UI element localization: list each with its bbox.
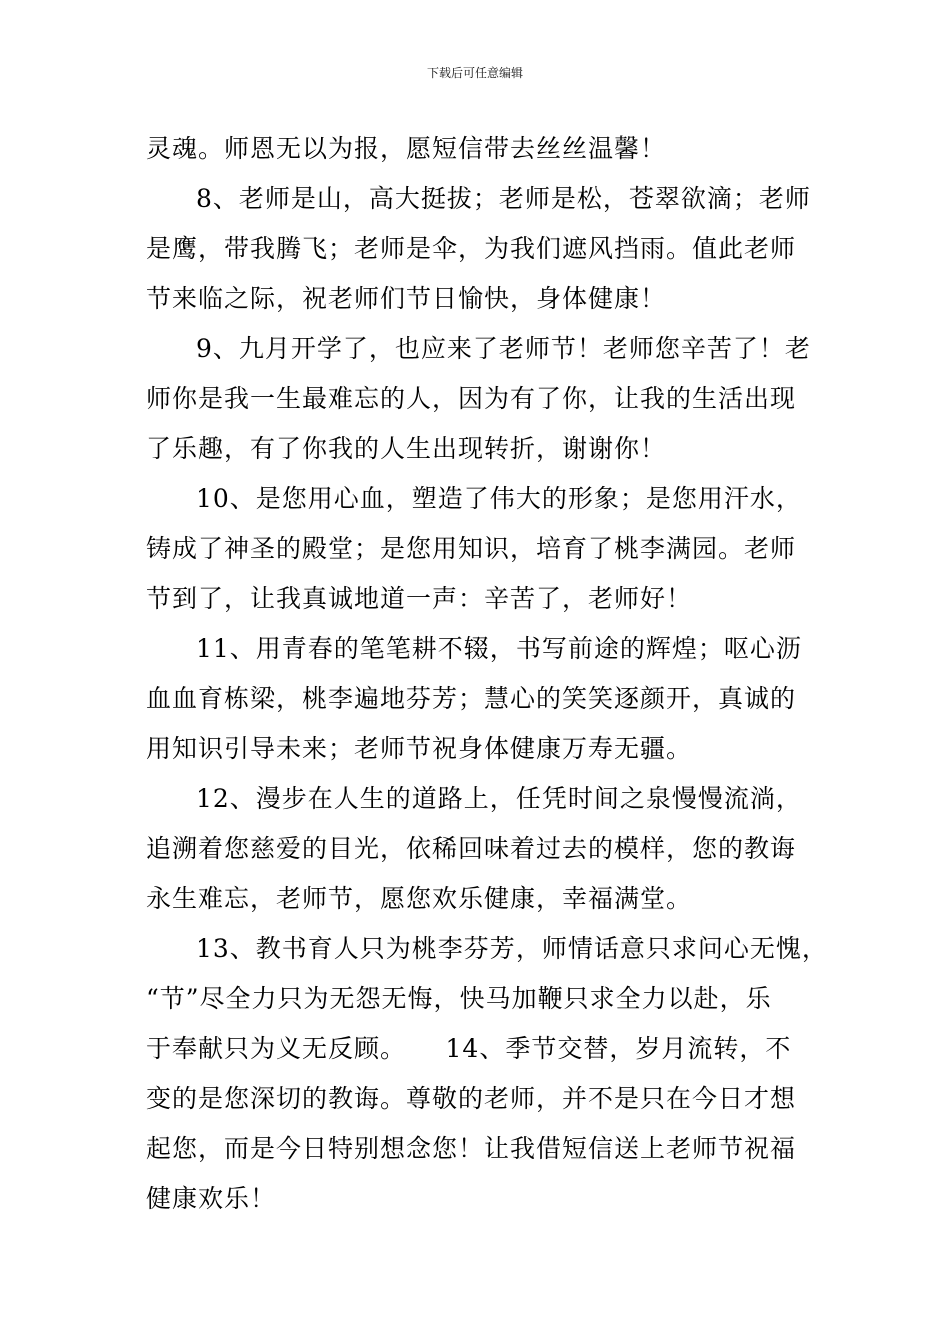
body-line: 健康欢乐！ [146,1184,277,1213]
body-line: 血血育栋梁，桃李遍地芬芳；慧心的笑笑逐颜开，真诚的 [146,684,797,713]
body-line: 起您，而是今日特别想念您！让我借短信送上老师节祝福 [146,1134,797,1163]
body-line: 追溯着您慈爱的目光，依稀回味着过去的模样，您的教诲 [146,834,797,863]
body-line: 于奉献只为义无反顾。 14、季节交替，岁月流转，不 [146,1034,792,1063]
body-line: 12、漫步在人生的道路上，任凭时间之泉慢慢流淌， [196,784,802,813]
body-line: 9、九月开学了，也应来了老师节！老师您辛苦了！老 [196,334,811,363]
body-line: 灵魂。师恩无以为报，愿短信带去丝丝温馨！ [146,134,667,163]
body-line: 8、老师是山，高大挺拔；老师是松，苍翠欲滴；老师 [196,184,811,213]
body-line: 是鹰，带我腾飞；老师是伞，为我们遮风挡雨。值此老师 [146,234,797,263]
body-line: 节到了，让我真诚地道一声：辛苦了，老师好！ [146,584,693,613]
document-body [146,124,828,1224]
header-note: 下载后可任意编辑 [426,66,523,80]
body-line: 11、用青春的笔笔耕不辍，书写前途的辉煌；呕心沥 [196,634,802,663]
body-line: 师你是我一生最难忘的人，因为有了你，让我的生活出现 [146,384,797,413]
body-line: 用知识引导未来；老师节祝身体健康万寿无疆。 [146,734,693,763]
body-line: 铸成了神圣的殿堂；是您用知识，培育了桃李满园。老师 [146,534,797,563]
body-line: 永生难忘，老师节，愿您欢乐健康，幸福满堂。 [146,884,693,913]
body-line: “节”尽全力只为无怨无悔，快马加鞭只求全力以赴，乐 [146,984,772,1013]
body-line: 13、教书育人只为桃李芬芳，师情话意只求问心无愧， [196,934,828,963]
body-line: 了乐趣，有了你我的人生出现转折，谢谢你！ [146,434,667,463]
body-line: 变的是您深切的教诲。尊敬的老师，并不是只在今日才想 [146,1084,797,1113]
body-line: 10、是您用心血，塑造了伟大的形象；是您用汗水， [196,484,802,513]
body-line: 节来临之际，祝老师们节日愉快，身体健康！ [146,284,667,313]
